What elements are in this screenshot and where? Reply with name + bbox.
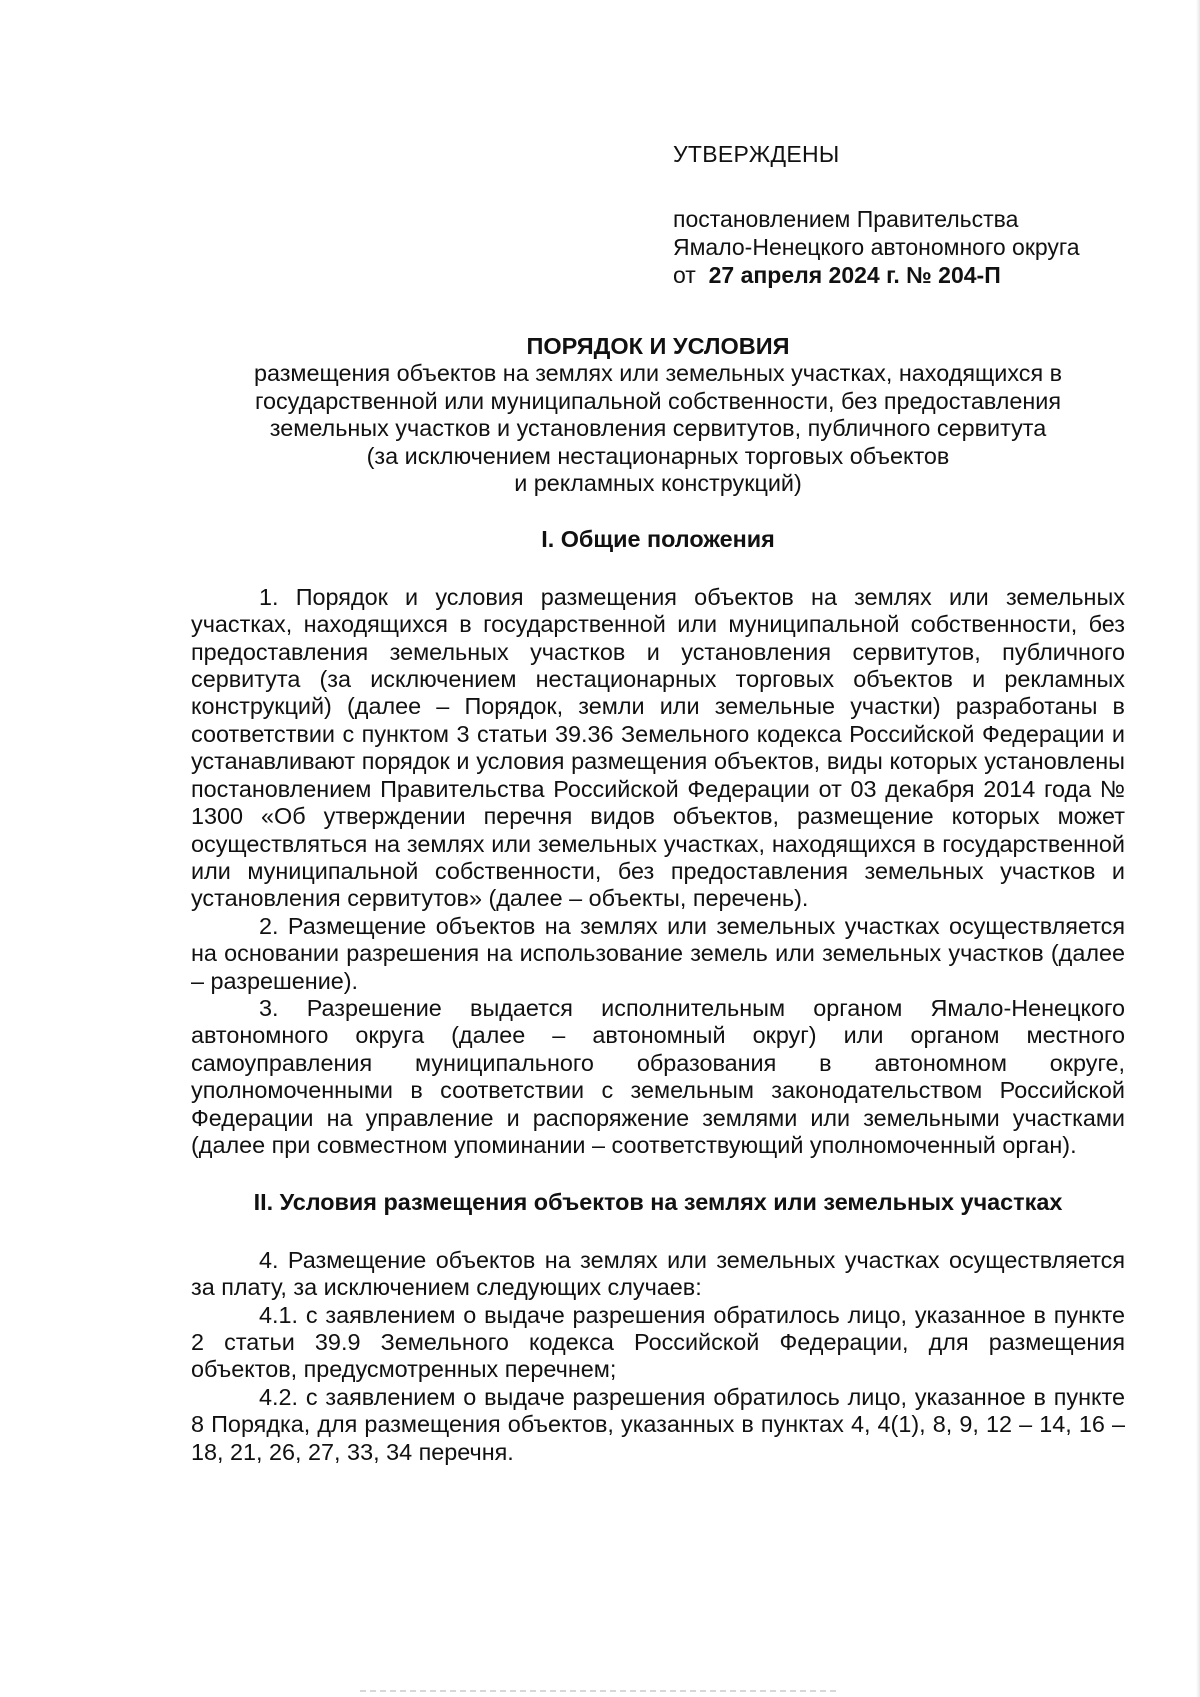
- paragraph-1: 1. Порядок и условия размещения объектов на землях или земельных участках, находящихся в государственной или муниципальной собственности, без предоставления земельных участков и установления сервитутов, публичного сервитута (за исключением нестационарных торговых объектов и рекламных конструкций) (далее – Порядок, земли или земельные участки) разработаны в соответствии с пунктом 3 статьи 39.36 Земельного кодекса Российской Федерации и устанавливают порядок и условия размещения объектов, виды которых установлены постановлением Правительства Российской Федерации от 03 декабря 2014 года № 1300 «Об утверждении перечня видов объектов, размещение которых может осуществляться на землях или земельных участках, находящихся в государственной или муниципальной собственности, без предоставления земельных участков и установления сервитутов» (далее – объекты, перечень).: [191, 583, 1125, 912]
- page-edge-shadow: [1196, 0, 1200, 1697]
- paragraph-4: 4. Размещение объектов на землях или земельных участках осуществляется за плату, за исключением следующих случаев:: [191, 1246, 1125, 1301]
- approval-line-2: Ямало-Ненецкого автономного округа: [673, 234, 1080, 260]
- scan-artifact: [360, 1690, 840, 1692]
- document-subtitle: размещения объектов на землях или земельных участках, находящихся в государственной или муниципальной собственности, без предоставления земельных участков и установления сервитутов, публичного сервитута (за исключением нестационарных торговых объектов и рекламных конструкций): [253, 360, 1063, 497]
- paragraph-4-1: 4.1. с заявлением о выдаче разрешения обратилось лицо, указанное в пункте 2 статьи 39.9 Земельного кодекса Российской Федерации, для размещения объектов, предусмотренных перечнем;: [191, 1301, 1125, 1383]
- date-prefix: от: [673, 262, 696, 288]
- document-title: ПОРЯДОК И УСЛОВИЯ: [526, 333, 790, 359]
- approval-line-1: постановлением Правительства: [673, 206, 1019, 232]
- decree-date-number: 27 апреля 2024 г. № 204-П: [708, 262, 1001, 288]
- document-body: [191, 333, 1125, 1466]
- approval-stamp: [673, 140, 1153, 289]
- paragraph-3: 3. Разрешение выдается исполнительным органом Ямало-Ненецкого автономного округа (далее – автономный округ) или органом местного самоуправления муниципального образования в автономном округе, уполномоченными в соответствии с земельным законодательством Российской Федерации на управление и распоряжение землями или земельными участками (далее при совместном упоминании – соответствующий уполномоченный орган).: [191, 994, 1125, 1158]
- paragraph-2: 2. Размещение объектов на землях или земельных участках осуществляется на основании разрешения на использование земель или земельных участков (далее – разрешение).: [191, 912, 1125, 994]
- paragraph-4-2: 4.2. с заявлением о выдаче разрешения обратилось лицо, указанное в пункте 8 Порядка, для размещения объектов, указанных в пунктах 4, 4(1), 8, 9, 12 – 14, 16 – 18, 21, 26, 27, 33, 34 перечня.: [191, 1383, 1125, 1465]
- approved-label: УТВЕРЖДЕНЫ: [673, 141, 840, 167]
- section-heading-2: II. Условия размещения объектов на землях или земельных участках: [253, 1189, 1063, 1216]
- title-block: [191, 333, 1125, 497]
- section-heading-1: I. Общие положения: [541, 526, 775, 553]
- approval-date-line: [673, 261, 1153, 289]
